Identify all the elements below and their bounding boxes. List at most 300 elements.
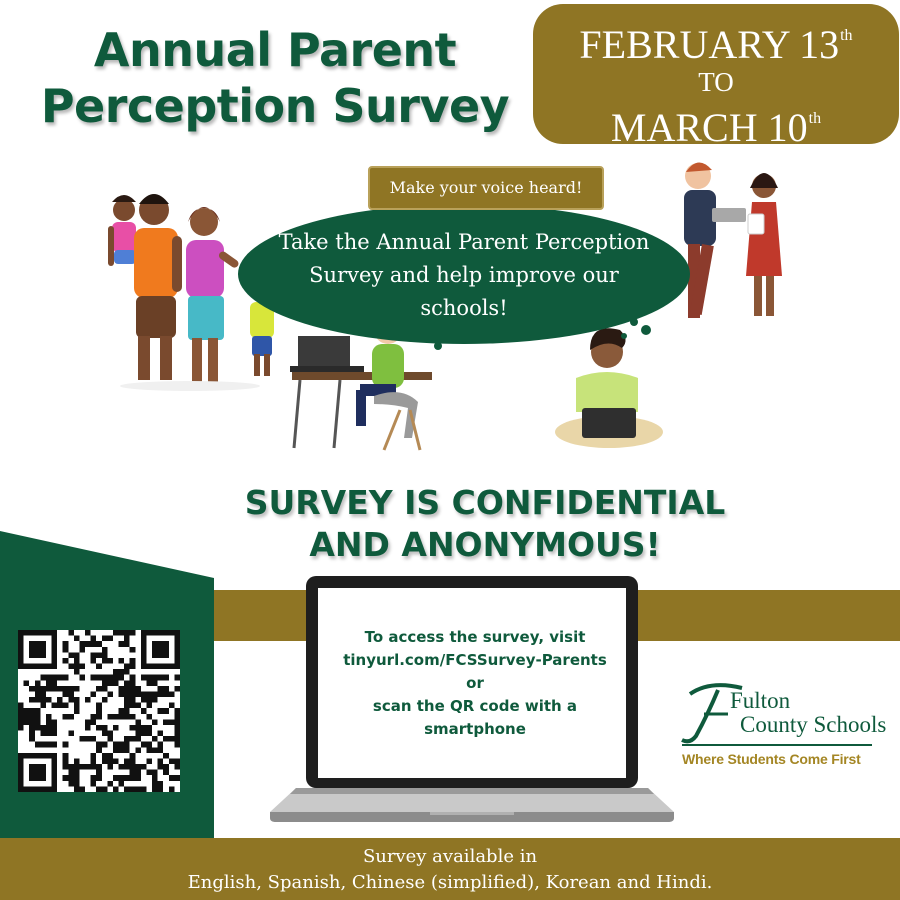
qr-module [163,630,169,636]
qr-module [74,658,80,664]
qr-module [96,770,102,776]
qr-module [40,731,46,737]
footer-line-1: Survey available in [362,846,538,867]
qr-module [130,758,136,764]
access-line-5: smartphone [424,720,526,738]
qr-module [74,664,80,670]
qr-module [29,647,35,653]
qr-module [63,764,69,770]
qr-module [141,786,147,792]
qr-module [74,652,80,658]
qr-module [96,664,102,670]
qr-module [152,652,158,658]
qr-module [174,764,180,770]
qr-module [57,703,63,709]
qr-module [113,675,119,681]
end-date-suffix: th [808,110,822,127]
bubble-line-3: schools! [420,296,508,320]
qr-module [52,675,58,681]
qr-module [85,641,91,647]
qr-module [91,781,97,787]
qr-module [119,747,125,753]
qr-module [63,675,69,681]
qr-module [146,675,152,681]
qr-module [79,664,85,670]
qr-module [174,686,180,692]
qr-module [96,742,102,748]
qr-module [29,630,35,636]
qr-module [74,770,80,776]
qr-module [52,781,58,787]
qr-module [96,708,102,714]
qr-module [130,770,136,776]
qr-module [52,770,58,776]
qr-module [141,691,147,697]
qr-module [163,770,169,776]
qr-module [102,636,108,642]
qr-module [35,652,41,658]
qr-module [130,680,136,686]
qr-module [18,647,24,653]
qr-module [79,647,85,653]
qr-module [107,731,113,737]
qr-module [141,764,147,770]
qr-module [85,736,91,742]
qr-module [141,675,147,681]
qr-module [163,641,169,647]
qr-module [107,736,113,742]
qr-code[interactable] [18,630,180,792]
qr-module [158,708,164,714]
qr-module [174,664,180,670]
qr-module [130,714,136,720]
qr-module [40,703,46,709]
qr-module [113,680,119,686]
access-line-1: To access the survey, visit [364,628,586,646]
qr-module [152,786,158,792]
qr-module [152,675,158,681]
qr-module [18,641,24,647]
qr-module [63,658,69,664]
qr-module [163,691,169,697]
qr-module [18,781,24,787]
qr-module [24,630,30,636]
qr-module [68,664,74,670]
qr-module [124,641,130,647]
qr-module [124,664,130,670]
qr-module [135,703,141,709]
qr-module [130,703,136,709]
qr-module [113,786,119,792]
qr-module [46,719,52,725]
qr-module [135,775,141,781]
qr-module [163,736,169,742]
qr-module [135,725,141,731]
qr-module [169,736,175,742]
logo-fulton-text: Fulton [730,688,791,713]
qr-module [85,764,91,770]
voice-heard-tag: Make your voice heard! [368,166,604,210]
qr-module [130,675,136,681]
qr-module [18,753,24,759]
qr-module [79,675,85,681]
qr-module [130,764,136,770]
qr-module [113,725,119,731]
qr-module [96,764,102,770]
qr-module [124,686,130,692]
qr-module [29,736,35,742]
qr-module [141,658,147,664]
qr-module [152,647,158,653]
qr-module [46,753,52,759]
qr-module [107,781,113,787]
qr-module [130,658,136,664]
qr-module [163,753,169,759]
qr-module [158,764,164,770]
qr-module [135,764,141,770]
qr-module [91,719,97,725]
start-date-text: FEBRUARY 13 [579,22,840,67]
qr-module [91,652,97,658]
qr-module [46,697,52,703]
qr-module [52,703,58,709]
qr-module [52,725,58,731]
qr-module [35,786,41,792]
qr-module [24,786,30,792]
qr-module [158,675,164,681]
qr-module [63,691,69,697]
qr-module [91,736,97,742]
qr-module [152,719,158,725]
qr-module [63,775,69,781]
qr-module [130,736,136,742]
qr-module [135,786,141,792]
qr-module [52,636,58,642]
qr-module [46,675,52,681]
qr-module [169,691,175,697]
qr-module [124,669,130,675]
confidential-line-1: SURVEY IS CONFIDENTIAL [244,483,726,522]
qr-module [146,742,152,748]
qr-module [152,691,158,697]
qr-module [124,758,130,764]
qr-module [35,641,41,647]
qr-module [158,731,164,737]
qr-module [107,758,113,764]
qr-module [163,675,169,681]
qr-module [174,719,180,725]
qr-module [79,764,85,770]
qr-module [96,714,102,720]
qr-module [130,697,136,703]
qr-module [91,658,97,664]
qr-module [18,775,24,781]
qr-module [74,697,80,703]
qr-module [18,764,24,770]
qr-module [91,764,97,770]
qr-module [74,764,80,770]
qr-module [85,725,91,731]
qr-module [35,697,41,703]
qr-module [135,736,141,742]
qr-module [63,641,69,647]
qr-module [146,664,152,670]
qr-module [96,703,102,709]
qr-module [169,775,175,781]
qr-module [40,675,46,681]
qr-module [152,770,158,776]
qr-module [119,742,125,748]
qr-module [18,708,24,714]
qr-module [46,630,52,636]
qr-module [158,686,164,692]
qr-module [146,691,152,697]
qr-module [124,697,130,703]
qr-module [91,775,97,781]
qr-module [152,680,158,686]
qr-module [52,630,58,636]
qr-module [107,680,113,686]
qr-module [174,652,180,658]
qr-module [68,775,74,781]
qr-module [24,753,30,759]
qr-module [141,647,147,653]
qr-module [74,781,80,787]
qr-module [152,775,158,781]
qr-module [46,680,52,686]
qr-module [169,630,175,636]
qr-module [35,708,41,714]
qr-module [102,680,108,686]
qr-module [124,630,130,636]
qr-module [102,786,108,792]
qr-module [18,664,24,670]
qr-module [163,708,169,714]
qr-module [91,636,97,642]
qr-module [102,731,108,737]
qr-module [141,708,147,714]
qr-module [119,675,125,681]
qr-module [79,736,85,742]
qr-module [113,758,119,764]
qr-module [102,753,108,759]
qr-module [102,725,108,731]
qr-module [46,731,52,737]
title-line-1: Annual Parent [93,23,457,77]
qr-module [174,725,180,731]
qr-module [79,786,85,792]
qr-module [158,758,164,764]
qr-module [40,753,46,759]
qr-module [113,742,119,748]
qr-module [40,686,46,692]
qr-module [18,703,24,709]
qr-module [102,697,108,703]
qr-module [74,636,80,642]
qr-module [146,747,152,753]
qr-module [52,658,58,664]
qr-module [158,781,164,787]
qr-module [63,703,69,709]
qr-module [174,658,180,664]
qr-module [119,781,125,787]
qr-module [119,658,125,664]
qr-module [141,725,147,731]
qr-module [135,719,141,725]
qr-module [102,647,108,653]
qr-module [74,786,80,792]
qr-module [74,708,80,714]
qr-module [174,775,180,781]
qr-module [24,719,30,725]
qr-module [146,714,152,720]
logo-county-text: County Schools [740,712,887,737]
qr-module [40,725,46,731]
qr-module [124,636,130,642]
qr-module [35,742,41,748]
start-date-suffix: th [840,27,853,44]
qr-module [174,742,180,748]
qr-module [46,664,52,670]
qr-module [85,630,91,636]
qr-module [102,658,108,664]
qr-module [18,770,24,776]
qr-module [74,669,80,675]
qr-module [119,764,125,770]
qr-module [52,764,58,770]
qr-module [124,742,130,748]
qr-module [46,714,52,720]
qr-module [169,758,175,764]
qr-module [40,630,46,636]
qr-module [24,664,30,670]
qr-module [174,636,180,642]
qr-module [158,630,164,636]
qr-module [141,697,147,703]
qr-module [57,675,63,681]
bubble-line-2: Survey and help improve our [309,263,619,287]
date-connector: TO [698,67,734,97]
qr-module [152,736,158,742]
qr-module [130,647,136,653]
qr-module [52,680,58,686]
qr-module [107,636,113,642]
qr-module [174,731,180,737]
qr-module [141,652,147,658]
qr-module [163,647,169,653]
qr-module [35,680,41,686]
qr-module [57,686,63,692]
qr-module [40,775,46,781]
qr-module [52,686,58,692]
qr-module [74,703,80,709]
qr-module [29,641,35,647]
qr-module [68,686,74,692]
qr-module [91,758,97,764]
qr-module [135,770,141,776]
qr-module [91,675,97,681]
qr-module [29,697,35,703]
qr-module [91,753,97,759]
qr-module [29,725,35,731]
qr-module [141,731,147,737]
qr-module [158,647,164,653]
qr-module [29,753,35,759]
survey-url-link[interactable]: tinyurl.com/FCSSurvey-Parents [343,651,607,669]
qr-module [91,714,97,720]
qr-module [18,725,24,731]
qr-module [68,691,74,697]
qr-module [107,714,113,720]
qr-module [119,686,125,692]
qr-module [52,742,58,748]
qr-module [102,652,108,658]
qr-module [152,630,158,636]
qr-module [158,652,164,658]
qr-module [119,630,125,636]
qr-module [135,747,141,753]
qr-module [158,641,164,647]
logo-divider [682,744,872,746]
qr-module [24,714,30,720]
title-line-2: Perception Survey [40,79,510,133]
qr-module [29,708,35,714]
qr-module [68,781,74,787]
qr-module [63,742,69,748]
footer-languages: English, Spanish, Chinese (simplified), Korean and Hindi. [187,872,713,893]
qr-module [29,775,35,781]
qr-module [158,664,164,670]
qr-module [130,725,136,731]
qr-module [68,764,74,770]
qr-module [113,775,119,781]
qr-module [35,647,41,653]
qr-module [29,719,35,725]
qr-module [169,664,175,670]
qr-module [169,719,175,725]
qr-module [107,691,113,697]
qr-module [102,758,108,764]
qr-module [52,786,58,792]
qr-module [107,675,113,681]
qr-module [135,691,141,697]
qr-module [96,641,102,647]
qr-module [146,680,152,686]
qr-module [46,786,52,792]
qr-module [63,714,69,720]
qr-module [174,758,180,764]
qr-module [52,641,58,647]
qr-module [79,641,85,647]
qr-module [124,736,130,742]
qr-module [124,786,130,792]
qr-module [124,703,130,709]
end-date-text: MARCH 10 [610,105,808,150]
qr-module [74,775,80,781]
qr-module [174,708,180,714]
qr-module [146,770,152,776]
qr-module [174,647,180,653]
qr-module [35,630,41,636]
qr-module [63,753,69,759]
language-footer [0,838,900,900]
qr-module [113,747,119,753]
qr-module [124,680,130,686]
qr-module [46,725,52,731]
qr-module [174,714,180,720]
qr-module [174,675,180,681]
qr-module [158,747,164,753]
